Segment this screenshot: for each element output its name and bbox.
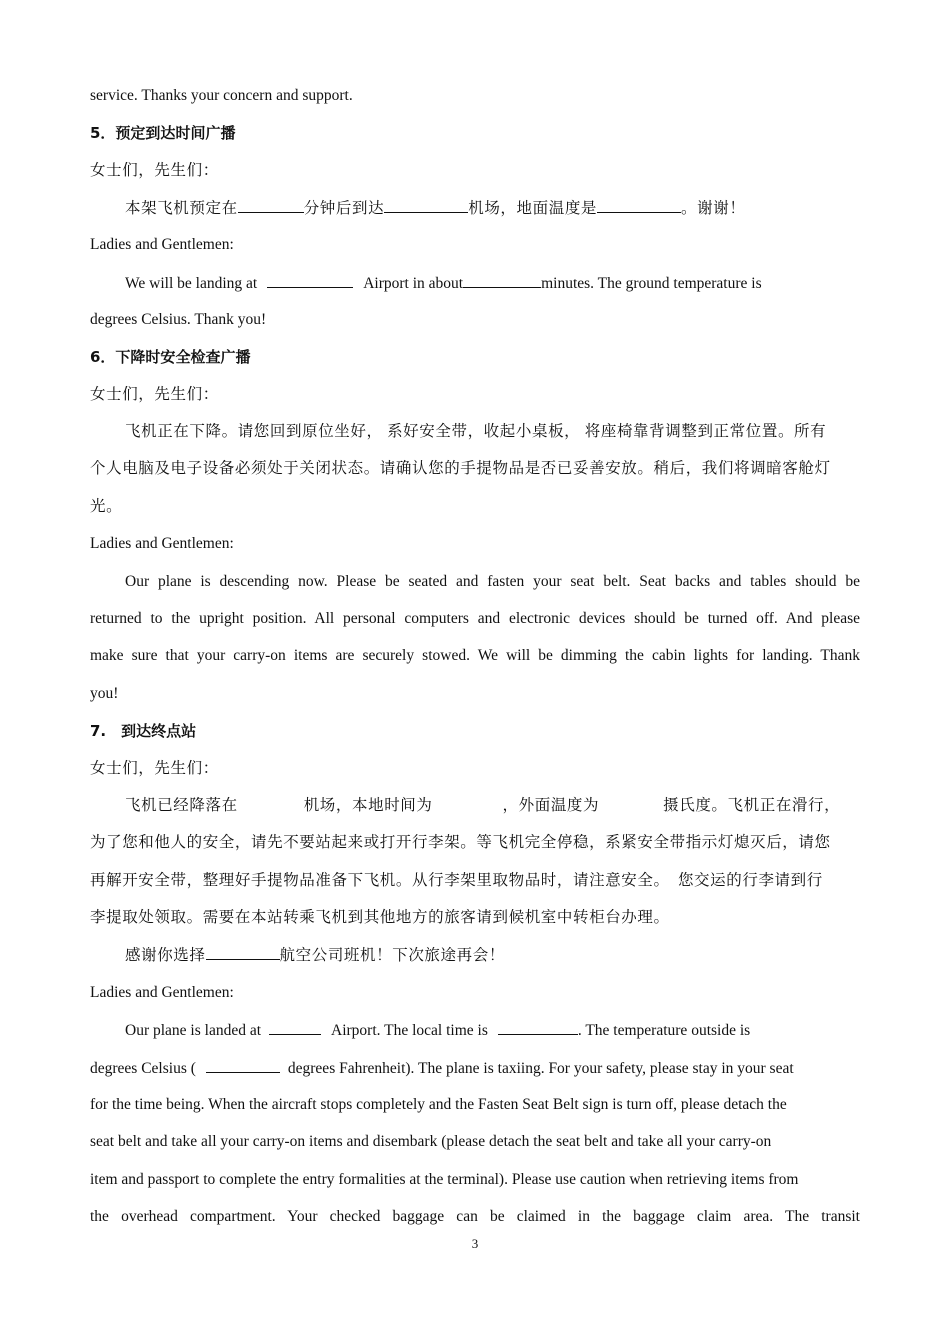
fill-blank xyxy=(269,1020,321,1035)
section-7-en-line: seat belt and take all your carry-on items and disembark (please detach the seat belt and take all your carry-on xyxy=(90,1133,772,1150)
page-number: 3 xyxy=(471,1236,479,1251)
carryover-line: service. Thanks your concern and support. xyxy=(90,87,353,104)
fill-blank xyxy=(206,1058,280,1073)
fill-blank xyxy=(267,273,353,288)
section-7-heading: 7. 到达终点站 xyxy=(90,722,197,740)
text-segment: Airport in about xyxy=(363,275,464,292)
section-6-zh-line: 个人电脑及电子设备必须处于关闭状态。请确认您的手提物品是否已妥善安放。稍后，我们将调暗客舱灯 xyxy=(90,460,831,477)
section-6-en-line: Our plane is descending now. Please be seated and fasten your seat belt. Seat backs and tables should be xyxy=(125,573,860,590)
section-6-zh-line: 飞机正在下降。请您回到原位坐好， 系好安全带，收起小桌板， 将座椅靠背调整到正常位置。所有 xyxy=(125,423,827,440)
section-7-en-line-1 xyxy=(125,1020,860,1041)
section-5-zh-text xyxy=(125,198,860,219)
section-5-en-line-2: degrees Celsius. Thank you! xyxy=(90,311,267,328)
text-segment: degrees Fahrenheit). The plane is taxiing. For your safety, please stay in your seat xyxy=(287,1060,794,1077)
text-segment: Airport. The local time is xyxy=(331,1022,488,1039)
section-5-en-line-1 xyxy=(125,273,860,294)
section-5-heading: 5．预定到达时间广播 xyxy=(90,124,236,142)
text-segment: 分钟后到达 xyxy=(303,200,385,217)
section-7-en-line: item and passport to complete the entry formalities at the terminal). Please use caution when retrieving items from xyxy=(90,1171,799,1188)
section-6-heading: 6．下降时安全检查广播 xyxy=(90,348,251,366)
fill-blank xyxy=(206,945,280,960)
text-segment: degrees Celsius ( xyxy=(90,1060,196,1077)
fill-blank xyxy=(238,198,304,213)
fill-blank xyxy=(463,273,541,288)
text-segment: 飞机已经降落在 xyxy=(125,797,238,814)
text-segment: 机场，本地时间为 xyxy=(303,797,433,814)
section-7-zh-line-1 xyxy=(125,796,860,816)
text-segment: Our plane is landed at xyxy=(125,1022,262,1039)
section-7-greeting-zh: 女士们，先生们： xyxy=(90,760,219,777)
text-segment: 摄氏度。飞机正在滑行， xyxy=(663,797,841,814)
section-6-en-line: make sure that your carry-on items are securely stowed. We will be dimming the cabin lights for landing. Thank xyxy=(90,647,860,664)
section-7-zh-line: 再解开安全带，整理好手提物品准备下飞机。从行李架里取物品时，请注意安全。 您交运的行李请到行 xyxy=(90,872,823,889)
section-6-greeting-zh: 女士们，先生们： xyxy=(90,386,219,403)
section-7-thanks-zh xyxy=(125,945,860,966)
section-7-greeting-en: Ladies and Gentlemen: xyxy=(90,984,234,1001)
text-segment: ，外面温度为 xyxy=(502,797,600,814)
text-segment: . The temperature outside is xyxy=(577,1022,751,1039)
text-segment: 感谢你选择 xyxy=(125,947,206,964)
fill-blank xyxy=(597,198,681,213)
section-7-en-line-2 xyxy=(90,1058,860,1079)
text-segment: We will be landing at xyxy=(125,275,258,292)
section-7-en-line: for the time being. When the aircraft stops completely and the Fasten Seat Belt sign is turn off, please detach the xyxy=(90,1096,787,1113)
text-segment: 机场，地面温度是 xyxy=(468,200,598,217)
fill-blank xyxy=(384,198,468,213)
section-7-en-line: the overhead compartment. Your checked baggage can be claimed in the baggage claim area. The transit xyxy=(90,1208,860,1225)
section-6-greeting-en: Ladies and Gentlemen: xyxy=(90,535,234,552)
section-6-zh-line: 光。 xyxy=(90,498,123,515)
section-6-en-line: you! xyxy=(90,685,119,702)
section-5-greeting-zh: 女士们，先生们： xyxy=(90,162,219,179)
section-7-zh-line: 李提取处领取。需要在本站转乘飞机到其他地方的旅客请到候机室中转柜台办理。 xyxy=(90,909,670,926)
text-segment: 本架飞机预定在 xyxy=(125,200,238,217)
section-7-zh-line: 为了您和他人的安全，请先不要站起来或打开行李架。等飞机完全停稳，系紧安全带指示灯熄灭后，请您 xyxy=(90,834,831,851)
text-segment: minutes. The ground temperature is xyxy=(541,275,762,292)
text-segment: 航空公司班机！下次旅途再会！ xyxy=(279,947,505,964)
fill-blank xyxy=(498,1020,578,1035)
section-6-en-line: returned to the upright position. All personal computers and electronic devices should be turned off. And please xyxy=(90,610,860,627)
section-5-greeting-en: Ladies and Gentlemen: xyxy=(90,236,234,253)
text-segment: 。谢谢！ xyxy=(681,200,746,217)
